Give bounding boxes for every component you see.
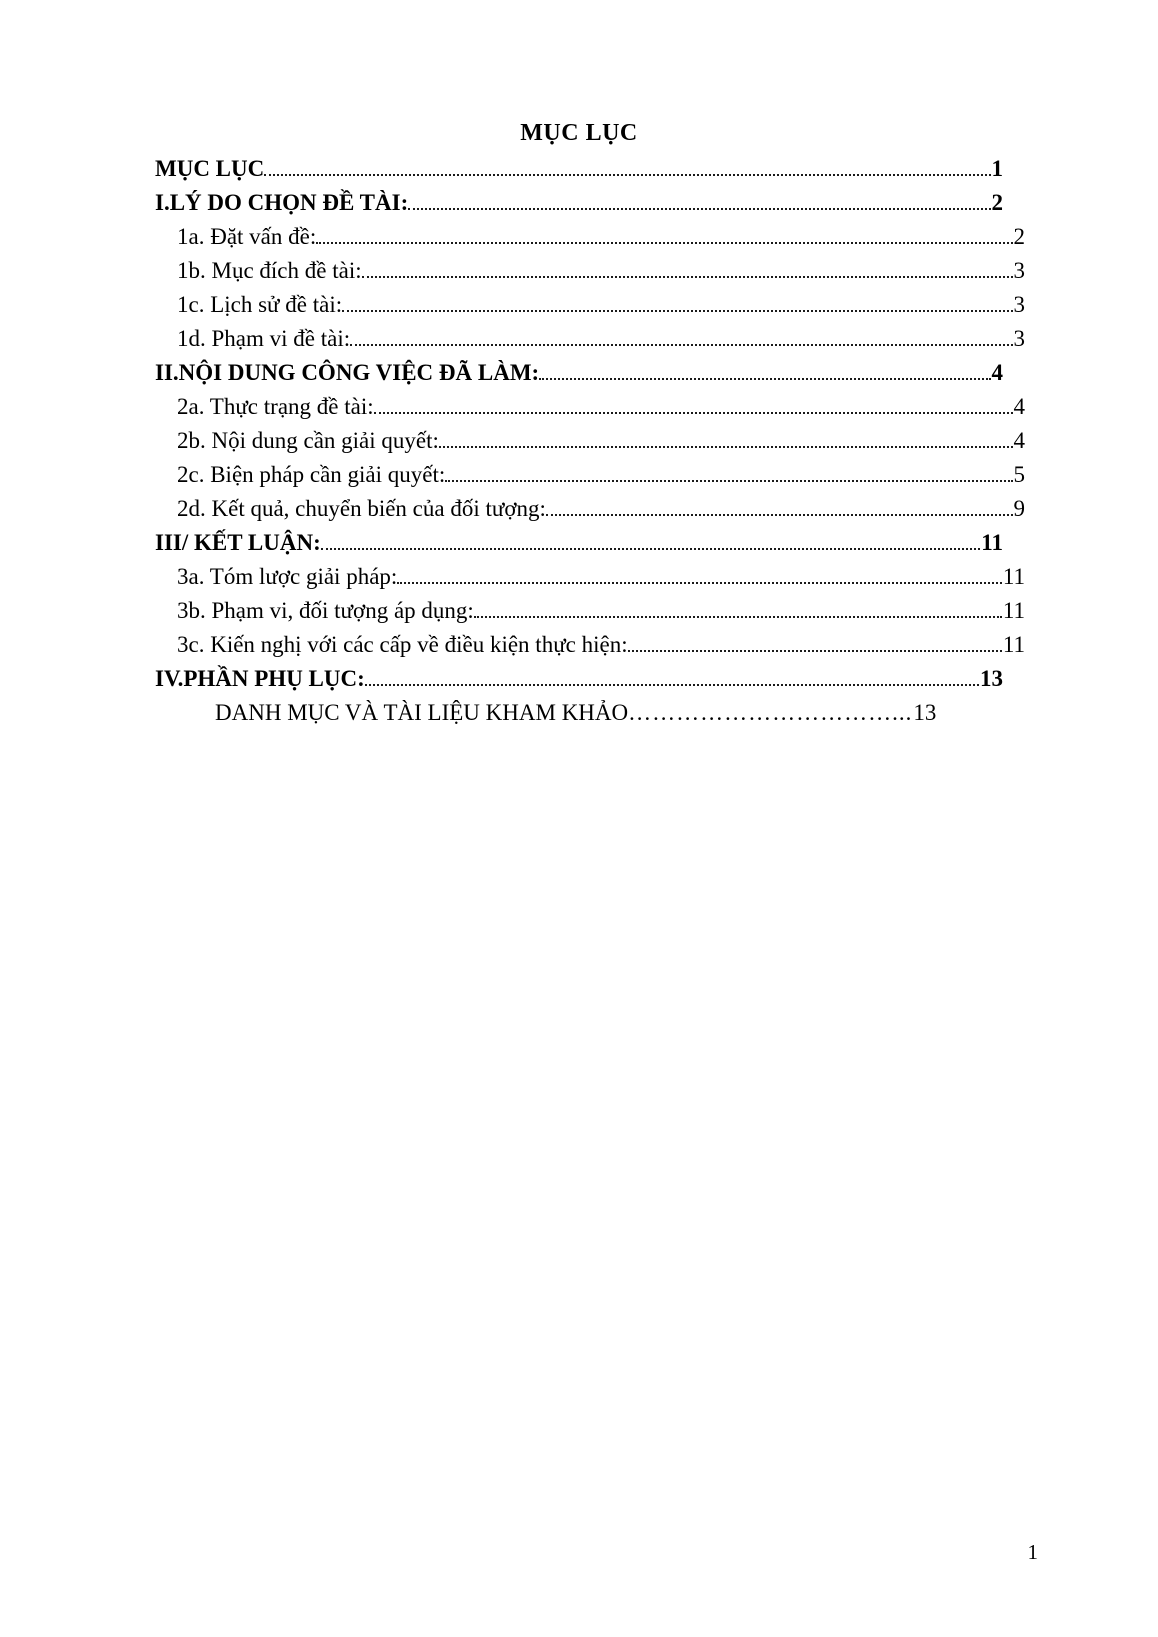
toc-leader-dots <box>321 547 981 550</box>
toc-leader-dots: ……………………………... <box>628 700 913 725</box>
toc-leader-dots <box>365 683 979 686</box>
toc-entry-label: II.NỘI DUNG CÔNG VIỆC ĐÃ LÀM: <box>155 360 540 385</box>
toc-entry[interactable] <box>155 395 1025 418</box>
toc-entry-page: 4 <box>1013 428 1025 453</box>
toc-entry-label: DANH MỤC VÀ TÀI LIỆU KHAM KHẢO <box>215 700 629 725</box>
toc-entry-page: 4 <box>991 360 1003 385</box>
toc-entry[interactable] <box>155 191 1003 214</box>
toc-leader-dots <box>439 445 1013 448</box>
toc-leader-dots <box>342 309 1012 312</box>
toc-leader-dots <box>362 275 1013 278</box>
toc-entry-label: 1a. Đặt vấn đề: <box>177 224 317 249</box>
toc-entry-page: 13 <box>980 666 1003 691</box>
toc-entry-label: 1b. Mục đích đề tài: <box>177 258 362 283</box>
toc-entry-page: 11 <box>1002 598 1025 623</box>
toc-entry-label: 2d. Kết quả, chuyển biến của đối tượng: <box>177 496 546 521</box>
toc-entry[interactable] <box>155 429 1025 452</box>
toc-entry-label: III/ KẾT LUẬN: <box>155 530 321 555</box>
toc-entry[interactable] <box>155 531 1003 554</box>
toc-leader-dots <box>264 173 990 176</box>
toc-entry-page: 11 <box>1002 632 1025 657</box>
toc-leader-dots <box>628 649 1002 652</box>
toc-entry[interactable] <box>155 361 1003 384</box>
toc-leader-dots <box>350 343 1012 346</box>
toc-leader-dots <box>316 241 1012 244</box>
toc-entry[interactable] <box>155 463 1025 486</box>
toc-entry-page: 1 <box>991 156 1003 181</box>
toc-entry[interactable] <box>155 157 1003 180</box>
toc-entry[interactable] <box>155 701 1063 724</box>
toc-entry-label: IV.PHẦN PHỤ LỤC: <box>155 666 365 691</box>
toc-entry-page: 11 <box>1002 564 1025 589</box>
toc-list <box>155 156 1025 725</box>
toc-entry[interactable] <box>155 327 1025 350</box>
toc-entry-label: 1d. Phạm vi đề tài: <box>177 326 351 351</box>
toc-entry-label: I.LÝ DO CHỌN ĐỀ TÀI: <box>155 190 409 215</box>
toc-entry[interactable] <box>155 633 1025 656</box>
toc-leader-dots <box>408 207 990 210</box>
toc-entry-page: 3 <box>1013 292 1025 317</box>
toc-entry[interactable] <box>155 599 1025 622</box>
toc-entry-label: MỤC LỤC <box>155 156 265 181</box>
toc-leader-dots <box>539 377 990 380</box>
toc-entry-label: 2a. Thực trạng đề tài: <box>177 394 374 419</box>
toc-entry-label: 2c. Biện pháp cần giải quyết: <box>177 462 446 487</box>
toc-entry[interactable] <box>155 667 1003 690</box>
toc-entry[interactable] <box>155 259 1025 282</box>
toc-leader-dots <box>474 615 1002 618</box>
toc-entry-page: 11 <box>981 530 1003 555</box>
toc-entry-label: 3c. Kiến nghị với các cấp về điều kiện thực hiện: <box>177 632 628 657</box>
toc-leader-dots <box>445 479 1012 482</box>
toc-entry[interactable] <box>155 293 1025 316</box>
toc-leader-dots <box>374 411 1013 414</box>
toc-leader-dots <box>546 513 1013 516</box>
toc-entry-page: 2 <box>1013 224 1025 249</box>
toc-entry[interactable] <box>155 225 1025 248</box>
toc-entry[interactable] <box>155 497 1025 520</box>
toc-entry-label: 1c. Lịch sử đề tài: <box>177 292 343 317</box>
toc-entry-page: 3 <box>1013 326 1025 351</box>
toc-entry-page: 3 <box>1013 258 1025 283</box>
footer-page-number: 1 <box>1027 1540 1038 1564</box>
toc-container <box>155 120 1025 735</box>
toc-entry-page: 5 <box>1013 462 1025 487</box>
toc-entry-label: 3a. Tóm lược giải pháp: <box>177 564 398 589</box>
page-title: MỤC LỤC <box>520 120 638 146</box>
toc-entry-page: 13 <box>913 700 937 725</box>
toc-entry[interactable] <box>155 565 1025 588</box>
toc-leader-dots <box>397 581 1002 584</box>
toc-entry-page: 2 <box>991 190 1003 215</box>
toc-entry-label: 2b. Nội dung cần giải quyết: <box>177 428 439 453</box>
toc-entry-page: 9 <box>1013 496 1025 521</box>
toc-entry-label: 3b. Phạm vi, đối tượng áp dụng: <box>177 598 474 623</box>
toc-entry-page: 4 <box>1013 394 1025 419</box>
